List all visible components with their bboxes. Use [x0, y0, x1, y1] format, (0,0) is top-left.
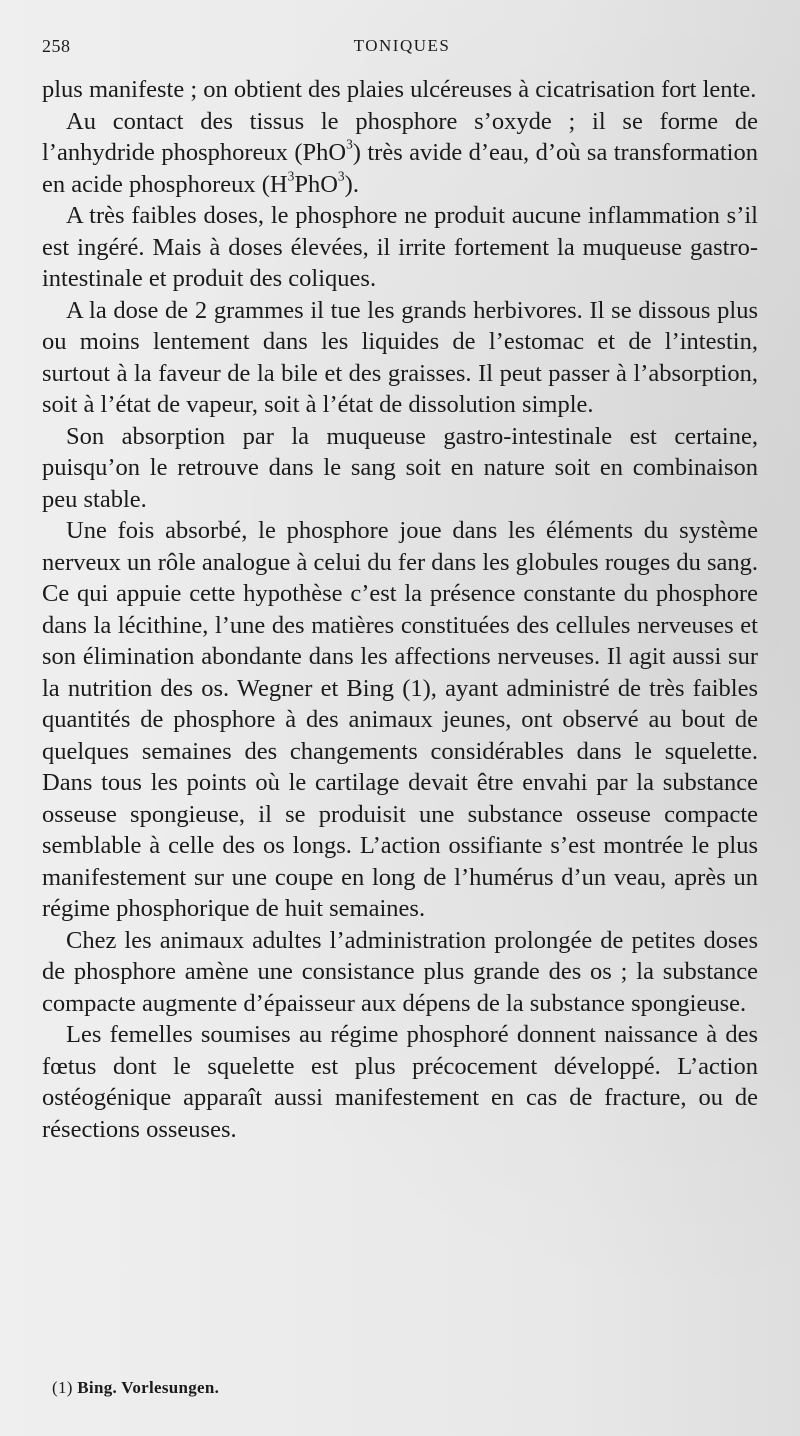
paragraph-7: Chez les animaux adultes l’administration prolongée de petites doses de phosphore amène une consistance plus grande des os ; la substance compacte augmente d’épaisseur aux dépens de la substance spongieuse. — [42, 926, 758, 1017]
footnote — [52, 1378, 219, 1398]
footnote-text: Bing. Vorlesungen. — [77, 1378, 220, 1397]
paragraph-2-part-d: ). — [344, 170, 359, 198]
paragraph-2-part-c: PhO — [294, 170, 338, 198]
paragraph-1: plus manifeste ; on obtient des plaies ulcéreuses à cicatrisation fort lente. — [42, 76, 757, 103]
paragraph-2-part-a: Au contact des tissus le phosphore s’oxyde ; il se forme de l’anhydride phosphoreux (PhO — [42, 107, 758, 166]
paragraph-2-part-b: ) très avide d’eau, d’où sa transformation en acide phosphoreux (H — [42, 139, 758, 198]
paragraph-6: Une fois absorbé, le phosphore joue dans les éléments du système nerveux un rôle analogue à celui du fer dans les globules rouges du sang. Ce qui appuie cette hypothèse c’est la présence constante du phosphore dans la lécithine, l’une des matières constituées des cellules nerveuses et son élimination abondante dans les affections nerveuses. Il agit aussi sur la nutrition des os. Wegner et Bing (1), ayant administré de très faibles quantités de phosphore à des animaux jeunes, ont observé au bout de quelques semaines des changements considérables dans le squelette. Dans tous les points où le cartilage devait être envahi par la substance osseuse spongieuse, il se produisit une substance osseuse compacte semblable à celle des os longs. L’action ossifiante s’est montrée le plus manifestement sur une coupe en long de l’humérus d’un veau, après un régime phosphorique de huit semaines. — [42, 517, 758, 922]
paragraph-2 — [42, 106, 758, 201]
paragraph-8: Les femelles soumises au régime phosphoré donnent naissance à des fœtus dont le squelette est plus précocement développé. L’action ostéogénique apparaît aussi manifestement en cas de fracture, ou de résections osseuses. — [42, 1021, 758, 1143]
superscript: 3 — [337, 168, 345, 184]
footnote-marker: (1) — [52, 1378, 73, 1397]
running-head: TONIQUES — [353, 36, 451, 55]
paragraph-3: A très faibles doses, le phosphore ne produit aucune inflammation s’il est ingéré. Mais à doses élevées, il irrite fortement la muqueuse gastro-intestinale et produit des coliques. — [42, 202, 758, 292]
page-number: 258 — [42, 36, 71, 56]
superscript: 3 — [287, 168, 295, 184]
body-text — [42, 74, 758, 1145]
paragraph-5: Son absorption par la muqueuse gastro-intestinale est certaine, puisqu’on le retrouve dans le sang soit en nature soit en combinaison peu stable. — [42, 422, 758, 513]
page-header — [42, 36, 762, 62]
paragraph-4: A la dose de 2 grammes il tue les grands herbivores. Il se dissous plus ou moins lentement dans les liquides de l’estomac et de l’intestin, surtout à la faveur de la bile et des graisses. Il peut passer à l’absorption, soit à l’état de vapeur, soit à l’état de dissolution simple. — [42, 296, 758, 418]
superscript: 3 — [346, 136, 353, 152]
